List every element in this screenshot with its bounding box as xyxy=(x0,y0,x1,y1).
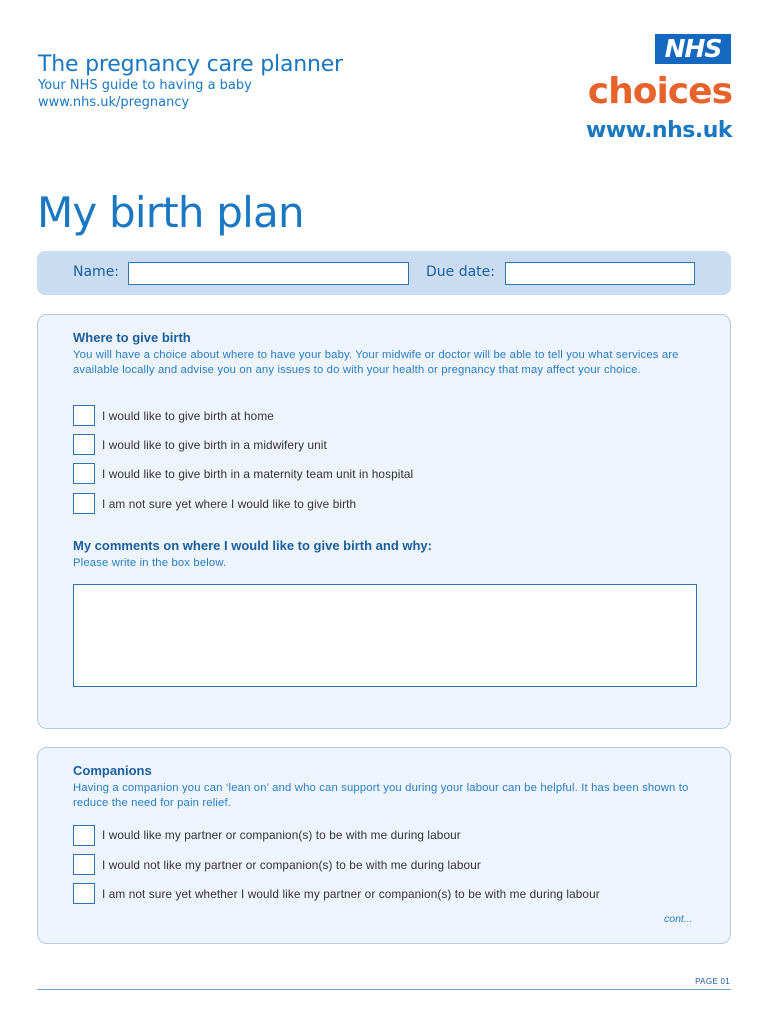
companions-intro: Having a companion you can ‘lean on’ and who can support you during your labour can be helpful. It has been shown to reduce the need for pain relief. xyxy=(73,782,689,809)
checkbox-companion-not-sure[interactable] xyxy=(73,883,95,904)
name-label: Name: xyxy=(73,264,120,280)
due-date-field[interactable] xyxy=(505,262,695,285)
footer-divider xyxy=(37,989,731,990)
option-label: I would like to give birth at home xyxy=(102,409,274,423)
continued-note: cont... xyxy=(664,913,693,925)
name-field[interactable] xyxy=(128,262,409,285)
planner-subtitle: Your NHS guide to having a baby xyxy=(38,78,252,93)
choices-logo: choices xyxy=(587,71,732,112)
option-label: I would like my partner or companion(s) to be with me during labour xyxy=(102,828,461,842)
planner-url[interactable]: www.nhs.uk/pregnancy xyxy=(38,95,190,110)
checkbox-companion-no[interactable] xyxy=(73,854,95,875)
where-heading: Where to give birth xyxy=(73,330,191,345)
option-label: I am not sure yet where I would like to give birth xyxy=(102,497,357,511)
checkbox-birth-hospital[interactable] xyxy=(73,463,95,484)
where-intro: You will have a choice about where to have your baby. Your midwife or doctor will be able to tell you what services are available locally and advise you on any issues to do with your health or pregnancy that may affect your choice. xyxy=(73,349,679,376)
comments-heading: My comments on where I would like to give birth and why: xyxy=(73,538,432,553)
comments-hint: Please write in the box below. xyxy=(73,557,227,569)
checkbox-birth-home[interactable] xyxy=(73,405,95,426)
page-title: My birth plan xyxy=(37,188,304,237)
option-label: I would not like my partner or companion(s) to be with me during labour xyxy=(102,858,481,872)
option-label: I am not sure yet whether I would like my partner or companion(s) to be with me during labour xyxy=(102,887,600,901)
checkbox-birth-midwifery-unit[interactable] xyxy=(73,434,95,455)
nhs-website-link[interactable]: www.nhs.uk xyxy=(586,118,732,143)
option-label: I would like to give birth in a midwifery unit xyxy=(102,438,327,452)
page-number: PAGE 01 xyxy=(695,977,730,986)
planner-title: The pregnancy care planner xyxy=(38,52,343,77)
checkbox-companion-yes[interactable] xyxy=(73,825,95,846)
nhs-logo: NHS xyxy=(655,34,731,64)
checkbox-birth-not-sure[interactable] xyxy=(73,493,95,514)
option-label: I would like to give birth in a maternity team unit in hospital xyxy=(102,467,414,481)
due-date-label: Due date: xyxy=(426,264,496,280)
comments-textarea[interactable] xyxy=(73,584,697,687)
companions-heading: Companions xyxy=(73,763,152,778)
